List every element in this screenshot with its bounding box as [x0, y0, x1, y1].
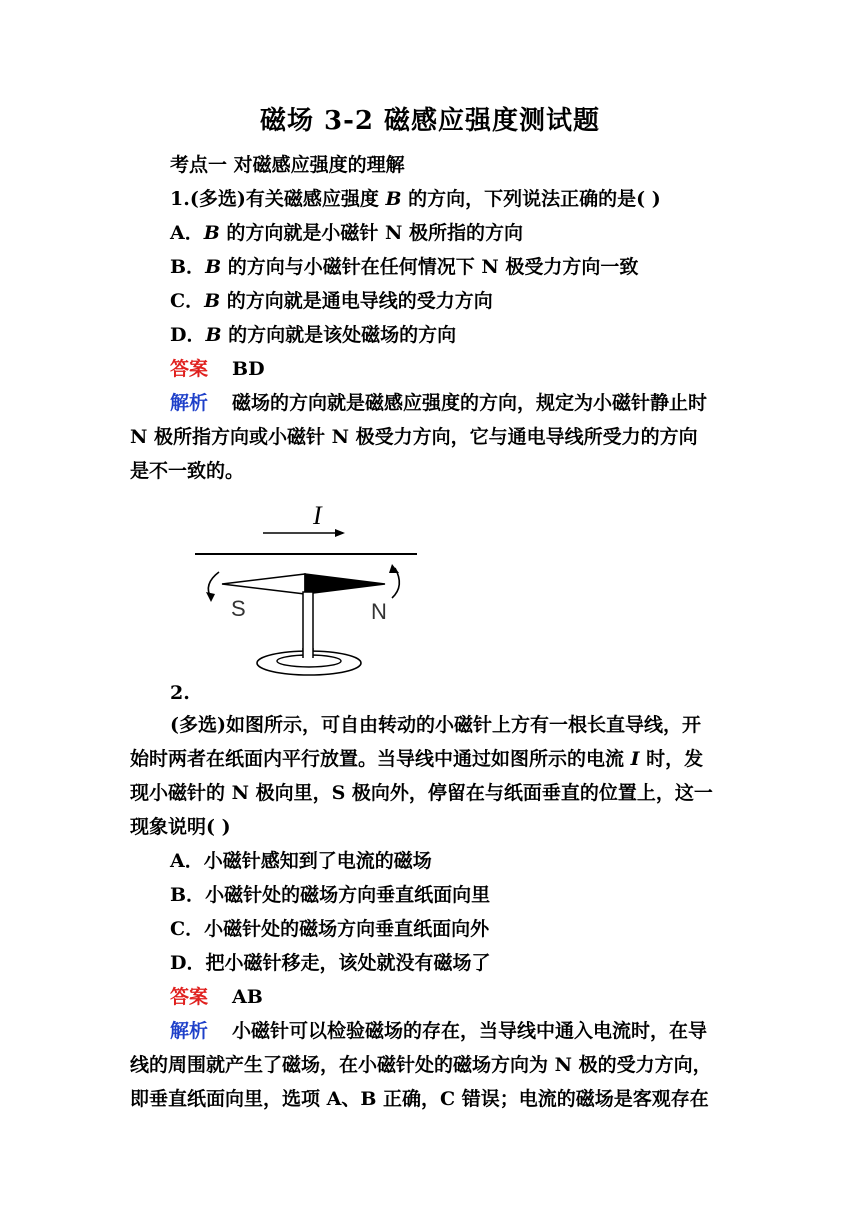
option-letter: B． [170, 884, 206, 906]
right-rotation-arrowhead [389, 564, 399, 573]
option-letter: D． [170, 952, 206, 974]
q1-option-d [170, 318, 770, 352]
q2-stem-line-1: (多选)如图所示，可自由转动的小磁针上方有一根长直导线，开 [170, 714, 701, 736]
stem-text: 始时两者在纸面内平行放置。当导线中通过如图所示的电流 [130, 748, 631, 770]
option-text: 的方向就是小磁针 N 极所指的方向 [219, 222, 524, 244]
q2-stem-line-4: 现象说明( ) [130, 816, 231, 838]
q1-stem-part-a: (多选)有关磁感应强度 [189, 188, 386, 210]
option-text: 小磁针感知到了电流的磁场 [203, 850, 432, 872]
current-arrow-head [335, 529, 345, 537]
current-symbol: I [630, 748, 640, 770]
section-heading: 考点一 对磁感应强度的理解 [170, 154, 405, 176]
answer-label: 答案 [170, 986, 209, 1008]
current-label: I [313, 501, 322, 530]
option-letter: D． [170, 324, 206, 346]
q2-stem-line-3: 现小磁针的 N 极向里，S 极向外，停留在与纸面垂直的位置上，这一 [130, 782, 713, 804]
q1-stem [170, 182, 770, 216]
q2-option-b [170, 878, 770, 912]
q1-analysis-line-2: N 极所指方向或小磁针 N 极受力方向，它与通电导线所受力的方向 [130, 426, 698, 448]
q2-option-d [170, 946, 770, 980]
option-text: 把小磁针移走，该处就没有磁场了 [205, 952, 491, 974]
needle-north-half [305, 574, 385, 594]
q1-analysis-line-1 [170, 386, 770, 420]
pivot-stand [303, 592, 313, 656]
option-symbol: B [203, 222, 220, 244]
q2-analysis-line-1 [170, 1014, 770, 1048]
option-text: 的方向就是该处磁场的方向 [221, 324, 457, 346]
left-rotation-arrowhead [206, 592, 215, 602]
q2-stem-line-2 [130, 742, 730, 776]
analysis-text: 小磁针可以检验磁场的存在，当导线中通入电流时，在导 [232, 1020, 708, 1042]
answer-value: AB [232, 986, 263, 1008]
q2-option-c [170, 912, 770, 946]
option-symbol: B [205, 256, 222, 278]
north-pole-label: N [371, 599, 387, 624]
option-text: 的方向与小磁针在任何情况下 N 极受力方向一致 [221, 256, 639, 278]
q2-analysis-line-3: 即垂直纸面向里，选项 A、B 正确，C 错误；电流的磁场是客观存在 [130, 1088, 709, 1110]
q1-number: 1. [170, 188, 190, 210]
q2-answer [170, 980, 770, 1014]
q2-option-a [170, 844, 770, 878]
q1-option-c [170, 284, 770, 318]
q1-symbol-b: B [385, 188, 402, 210]
south-pole-label: S [231, 596, 246, 621]
page-title: 磁场 3-2 磁感应强度测试题 [259, 106, 601, 136]
q1-analysis-line-3: 是不一致的。 [130, 460, 245, 482]
q1-stem-part-c: 的方向，下列说法正确的是( ) [401, 188, 661, 210]
q1-option-a [170, 216, 770, 250]
answer-label: 答案 [170, 358, 209, 380]
needle-south-half [222, 574, 305, 594]
analysis-label: 解析 [170, 392, 209, 414]
option-text: 小磁针处的磁场方向垂直纸面向外 [204, 918, 490, 940]
option-letter: C． [170, 290, 205, 312]
option-symbol: B [204, 290, 221, 312]
q1-option-b [170, 250, 770, 284]
option-letter: A． [170, 850, 204, 872]
analysis-label: 解析 [170, 1020, 209, 1042]
option-letter: A． [170, 222, 204, 244]
compass-wire-figure [185, 488, 425, 688]
option-letter: B． [170, 256, 206, 278]
q2-number: 2. [170, 682, 190, 704]
q2-analysis-line-2: 线的周围就产生了磁场，在小磁针处的磁场方向为 N 极的受力方向， [130, 1054, 712, 1076]
option-text: 的方向就是通电导线的受力方向 [220, 290, 493, 312]
option-symbol: B [205, 324, 222, 346]
option-text: 小磁针处的磁场方向垂直纸面向里 [205, 884, 491, 906]
q1-answer [170, 352, 770, 386]
answer-value: BD [232, 358, 265, 380]
option-letter: C． [170, 918, 205, 940]
stem-text: 时，发 [639, 748, 704, 770]
analysis-text: 磁场的方向就是磁感应强度的方向，规定为小磁针静止时 [232, 392, 708, 414]
